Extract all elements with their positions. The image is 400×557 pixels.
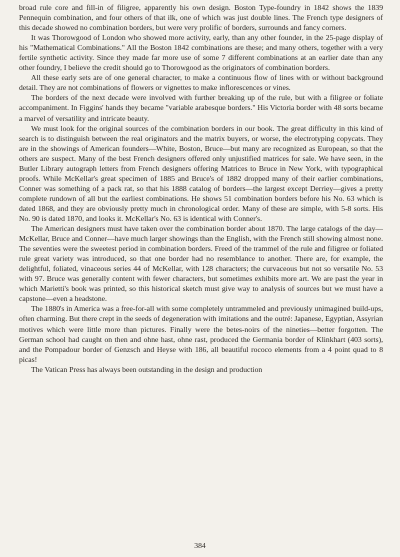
paragraph: It was Thorowgood of London who showed more activity, early, than any other founder, in the 25-page display of his "Mathematical Combinations." All the Boston 1842 combinations are these; and many others, together with a very fertile synthetic activity. Since they made far more use of some 7 different combinations at an earlier date than any other foundry, I believe the credit should go to Thorowgood as the originators of combination borders. xyxy=(19,33,383,73)
paragraph: The borders of the next decade were involved with further breaking up of the rule, but with a filigree or foliate accompaniment. In Figgins' hands they became "variable arabesque borders." His Victoria border with 48 sorts became a marvel of versatility and intricate beauty. xyxy=(19,93,383,123)
paragraph: broad rule core and fill-in of filigree, apparently his own design. Boston Type-foundry in 1842 shows the 1839 Pennequin combination, and four others of that ilk, one of which was just double lines. The French type designers of this decade showed no combination borders, but were very prolific of borders, surrounds and fancy corners. xyxy=(19,3,383,33)
paragraph: We must look for the original sources of the combination borders in our book. The great difficulty in this kind of search is to distinguish between the real originators and the matrix buyers, or worse, the electrotyping copycats. They are in the showings of American founders—White, Boston, Bruce—but many are recognized as European, so that the others are suspect. Many of the best French designers offered only unjustified matrices for sale. We have seen, in the Butler Library autograph letters from French designers offering Matrices to Bruce in New York, with typographical proofs. While McKellar's great specimen of 1885 and Bruce's of 1882 dropped many of their earlier combinations, Conner was something of a pack rat, so that his 1888 catalog of borders—the largest except Derriey—gives a pretty complete rundown of all but the earliest combinations. He shows 51 combination borders before his No. 63 which is dated 1868, and they are obviously pretty much in chronological order. Many of these are simple, with 5-8 sorts. His No. 90 is dated 1870, and looks it. McKellar's No. 63 is identical with Conner's. xyxy=(19,123,383,223)
page-number: 384 xyxy=(194,541,206,550)
paragraph: The American designers must have taken over the combination border about 1870. The large catalogs of the day—McKellar, Bruce and Conner—have much larger showings than the English, with the French still showing almost none. The seventies were the sweetest period in combination borders. Freed of the trammel of the rule and filigree or foliated rule great variety was introduced, so that one border had no resemblance to another. There are, for example, the delightful, foliated, vinaceous series 44 of McKellar, with 128 characters; the curvaceous but not so versatile No. 53 with 97. Bruce was generally content with fewer characters, but sometimes exhibits more art. We are past the year in which Marietti's book was printed, so this historical sketch must give way to analysis of sources but we must have a capstone—even a headstone. xyxy=(19,224,383,304)
paragraph: The 1880's in America was a free-for-all with some completely untrammeled and previously unimagined build-ups, often charming. But there crept in the seeds of degeneration with imitations and the outré: Japanese, Egyptian, Assyrian motives which were little more than pictures. Finally were the betes-noirs of the nineties—better forgotten. The German school had caught on then and ohne hast, ohne rast, produced the Germania border of Klinkhart (403 sorts), and the Pompadour border of Genzsch and Heyse with 186, all beautiful rococo elements from a 4 point quad to 8 picas! xyxy=(19,304,383,364)
paragraph: The Vatican Press has always been outstanding in the design and production xyxy=(31,364,263,374)
paragraph: All these early sets are of one general character, to make a continuous flow of lines with or without background detail. They are not combinations of flowers or vignettes to make inflorescences or vines. xyxy=(19,73,383,93)
body-text xyxy=(19,3,383,375)
